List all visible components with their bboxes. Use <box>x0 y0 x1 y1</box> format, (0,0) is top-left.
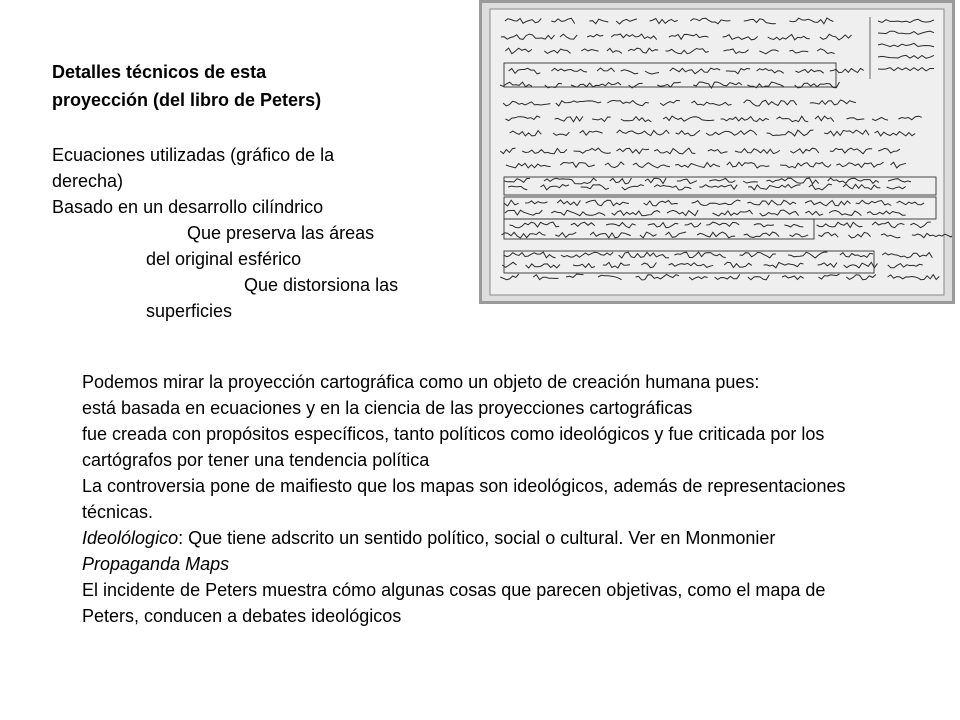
equations-drawing <box>482 3 952 301</box>
ideological-definition: : Que tiene adscrito un sentido político, social o cultural. Ver en Monmonier <box>178 528 776 548</box>
details-line-1: Ecuaciones utilizadas (gráfico de la <box>52 145 335 165</box>
details-line-4: Que preserva las áreas <box>187 223 375 243</box>
title-line-2: proyección (del libro de Peters) <box>52 90 322 110</box>
details-line-2: derecha) <box>52 171 124 191</box>
paragraph-3: fue creada con propósitos específicos, tanto políticos como ideológicos y fue criticada por los cartógrafos por tener una tendencia política <box>82 424 825 470</box>
details-line-5: del original esférico <box>146 249 302 269</box>
ideological-term: Ideolólogico <box>82 528 179 548</box>
details-line-7: superficies <box>146 301 233 321</box>
main-text <box>82 369 872 629</box>
slide-title <box>52 58 432 114</box>
paragraph-1: Podemos mirar la proyección cartográfica como un objeto de creación humana pues: <box>82 372 760 392</box>
handwritten-equations-image <box>479 0 955 304</box>
reference-title: Propaganda Maps <box>82 554 230 574</box>
paragraph-5 <box>82 525 872 577</box>
paragraph-4: La controversia pone de maifiesto que los mapas son ideológicos, además de representaciones técnicas. <box>82 476 846 522</box>
details-line-3: Basado en un desarrollo cilíndrico <box>52 197 324 217</box>
paragraph-2: está basada en ecuaciones y en la ciencia de las proyecciones cartográficas <box>82 398 693 418</box>
technical-details <box>52 142 452 324</box>
title-line-1: Detalles técnicos de esta <box>52 62 267 82</box>
paragraph-6: El incidente de Peters muestra cómo algunas cosas que parecen objetivas, como el mapa de Peters, conducen a debates ideológicos <box>82 580 826 626</box>
details-line-6: Que distorsiona las <box>244 275 399 295</box>
